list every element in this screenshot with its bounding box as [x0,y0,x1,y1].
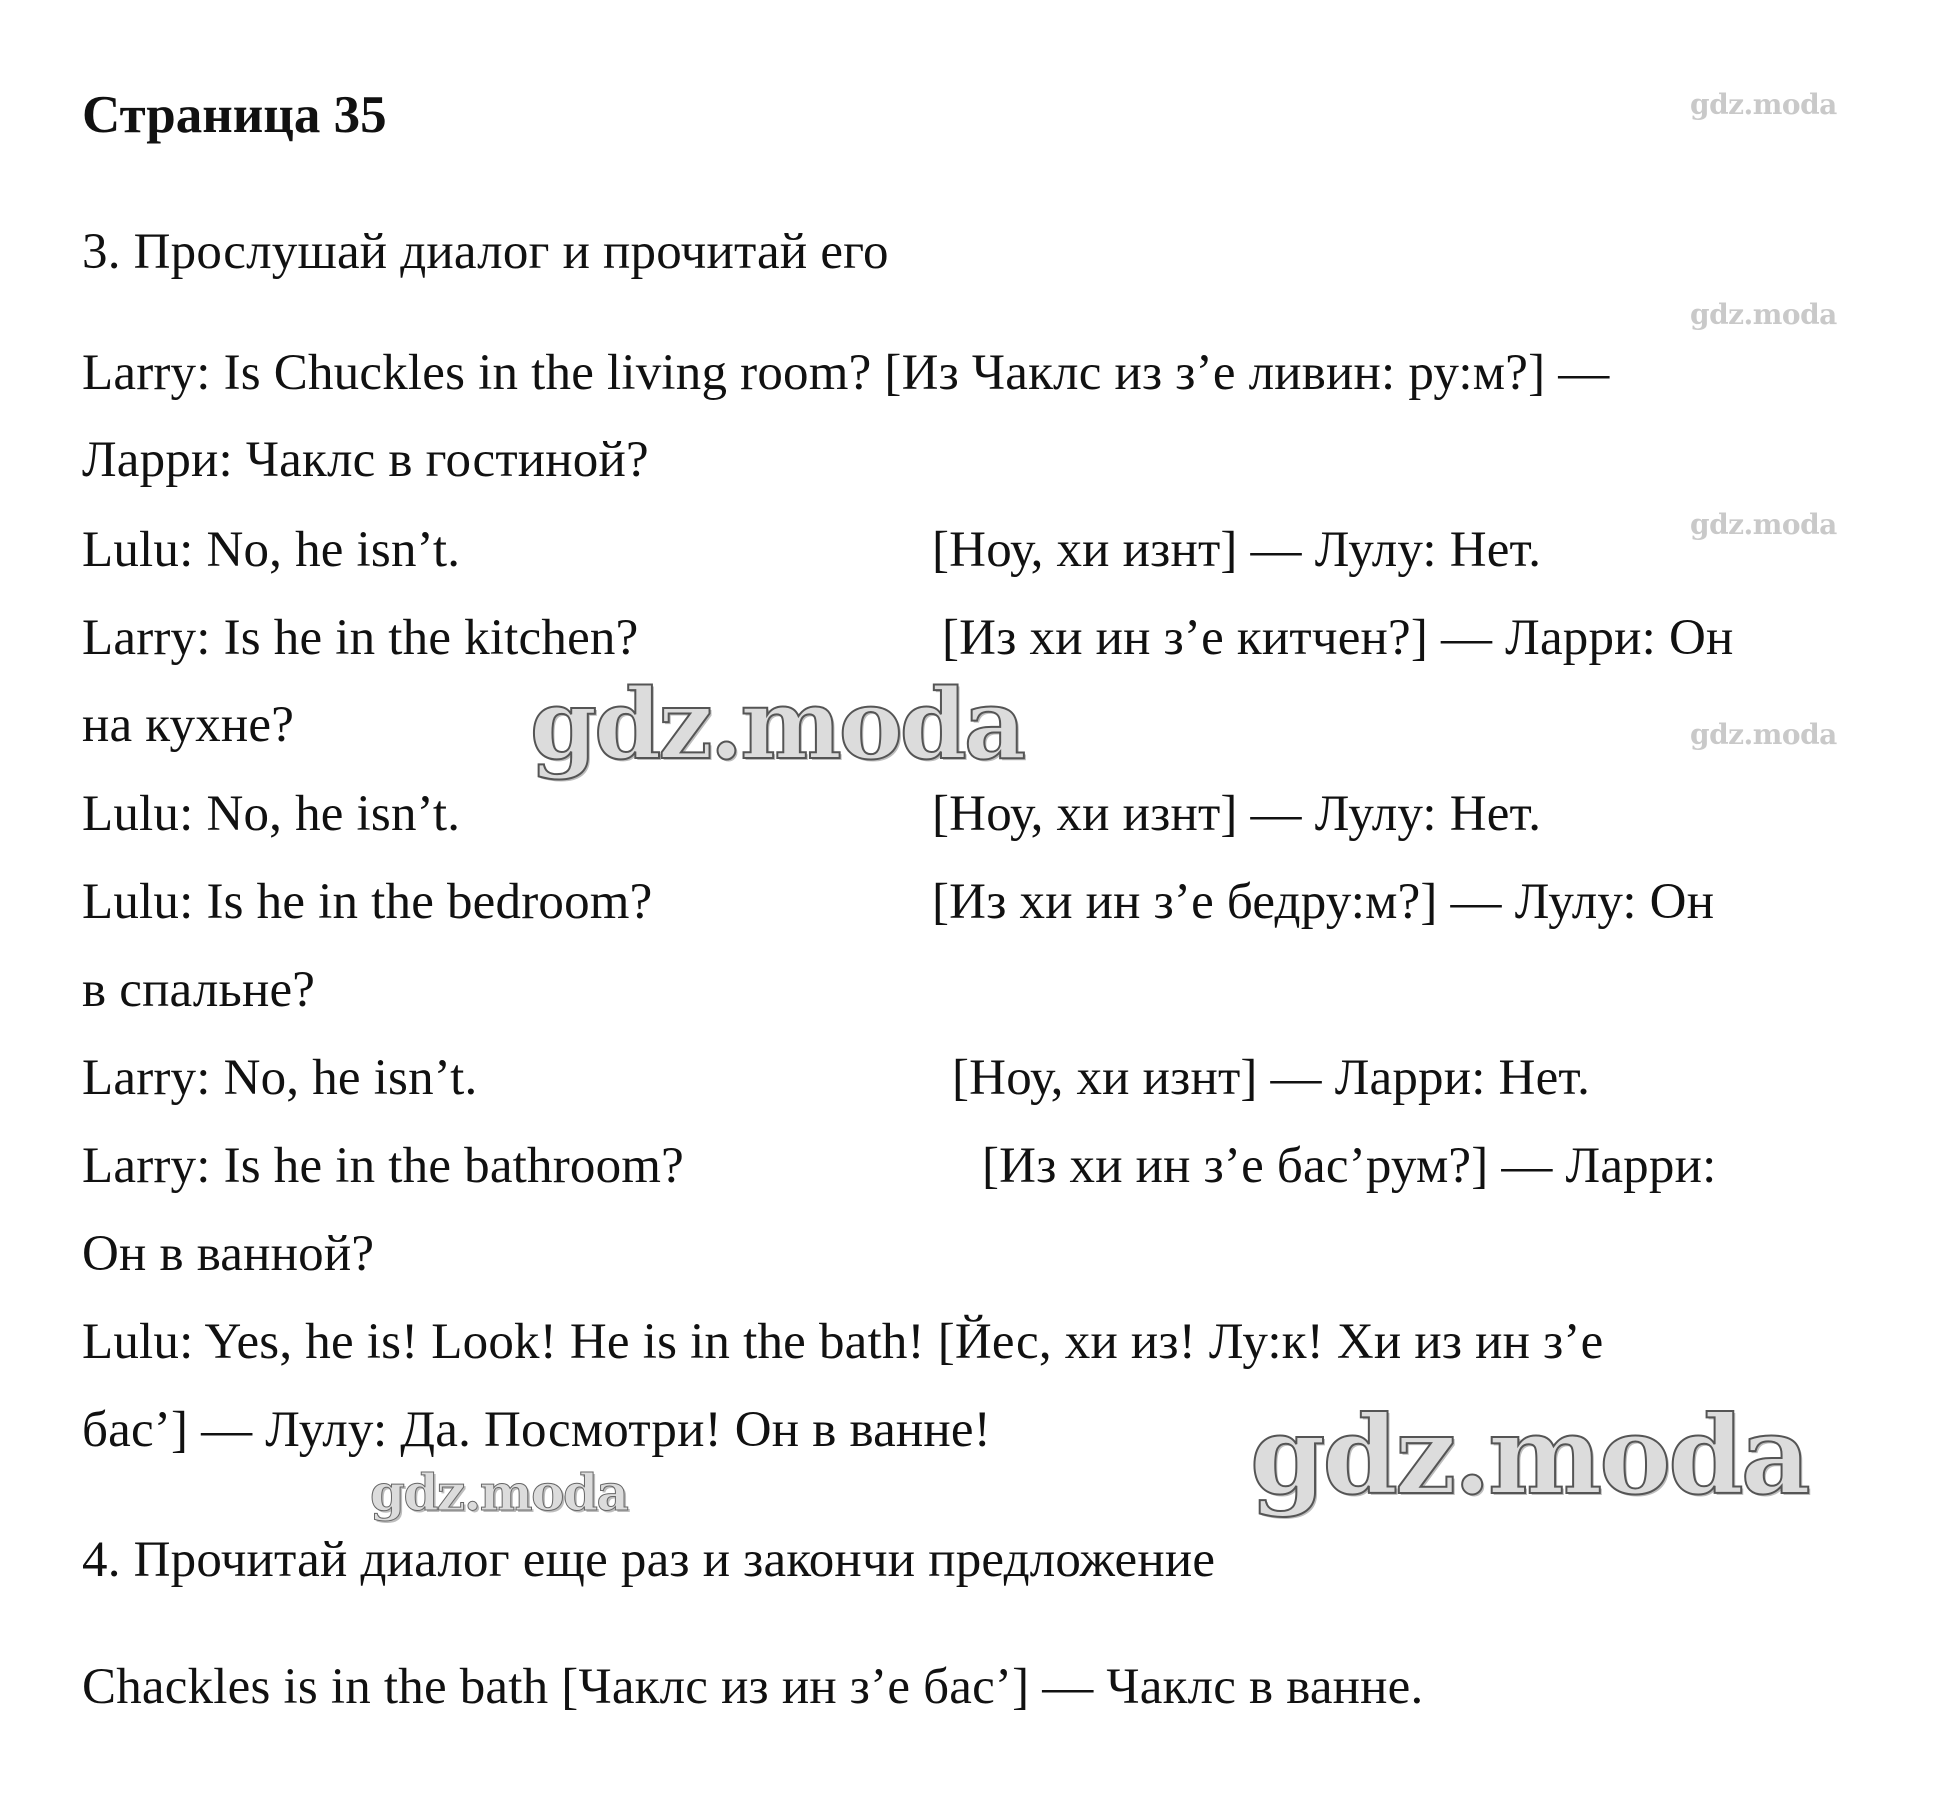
dialog-line [82,1048,1842,1108]
dialog-english: Lulu: Yes, he is! Look! He is in the bath! [82,1314,925,1370]
dialog-continuation: Ларри: Чаклс в гостиной? [82,432,649,488]
watermark: gdz.moda [1690,88,1837,121]
dialog-continuation: в спальне? [82,962,316,1018]
watermark: gdz.moda [1690,298,1837,331]
page-title: Страница 35 [82,86,387,144]
watermark: gdz.moda [1690,508,1837,541]
dialog-line [82,1136,1842,1196]
dialog-english: Lulu: No, he isn’t. [82,522,461,578]
dialog-transcription: [Ноу, хи изнт] — Лулу: Нет. [932,522,1542,578]
dialog-transcription: [Из хи ин з’е бедру:м?] — Лулу: Он [932,874,1715,930]
dialog-english: Lulu: Is he in the bedroom? [82,874,653,930]
dialog-english: Larry: Is he in the kitchen? [82,610,639,666]
dialog-transcription: [Ноу, хи изнт] — Ларри: Нет. [952,1050,1591,1106]
dialog-transcription: [Из хи ин з’е бас’рум?] — Ларри: [982,1138,1717,1194]
watermark: gdz.moda [1250,1393,1808,1519]
dialog-line [82,872,1842,932]
dialog-english: Larry: Is Chuckles in the living room? [82,345,872,401]
task4-answer: Chackles is in the bath [Чаклс из ин з’е бас’] — Чаклс в ванне. [82,1659,1424,1715]
dialog-continuation: Он в ванной? [82,1226,375,1282]
dialog-transcription: [Из хи ин з’е китчен?] — Ларри: Он [942,610,1734,666]
dialog-transcription: [Ноу, хи изнт] — Лулу: Нет. [932,786,1542,842]
dialog-line [82,784,1842,844]
dialog-continuation: на кухне? [82,697,295,753]
dialog-line [82,1312,1603,1372]
dialog-line [82,608,1842,668]
watermark: gdz.moda [530,668,1024,781]
watermark: gdz.moda [370,1463,628,1522]
dialog-line [82,520,1842,580]
dialog-english: Lulu: No, he isn’t. [82,786,461,842]
dialog-line [82,343,1609,403]
dialog-english: Larry: Is he in the bathroom? [82,1138,685,1194]
dialog-continuation: бас’] — Лулу: Да. Посмотри! Он в ванне! [82,1402,991,1458]
watermark: gdz.moda [1690,718,1837,751]
dialog-transcription: [Из Чаклс из з’е ливин: ру:м?] — [884,345,1610,401]
dialog-transcription: [Йес, хи из! Лу:к! Хи из ин з’е [937,1314,1604,1370]
task3-heading: 3. Прослушай диалог и прочитай его [82,224,889,280]
task4-heading: 4. Прочитай диалог еще раз и закончи предложение [82,1532,1216,1588]
dialog-english: Larry: No, he isn’t. [82,1050,478,1106]
